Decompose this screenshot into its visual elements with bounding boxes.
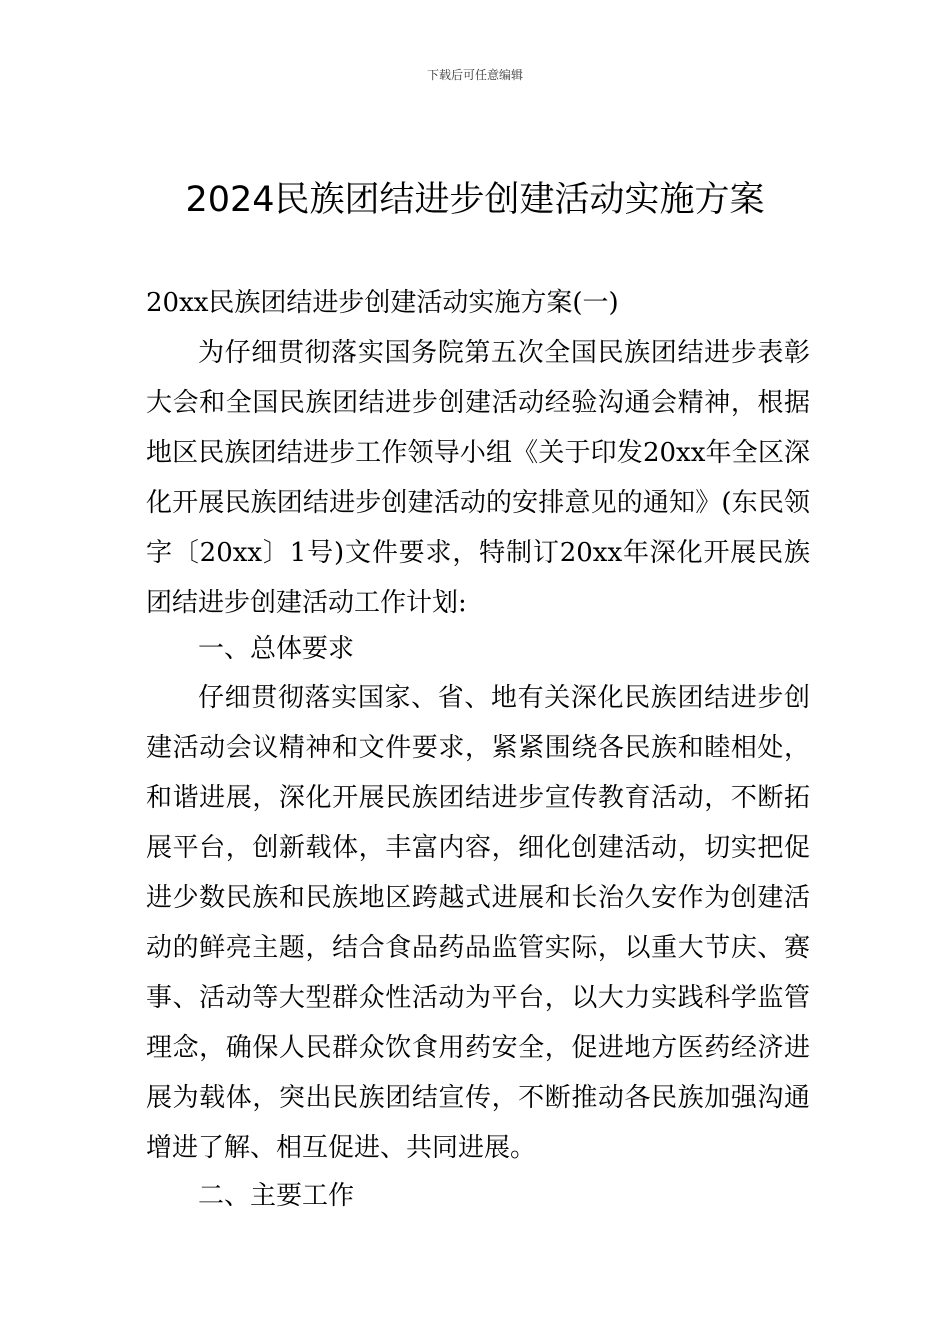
section-heading-general-requirements: 一、总体要求 [198,634,355,664]
header-note: 下载后可任意编辑 [426,68,523,82]
document-title: 2024民族团结进步创建活动实施方案 [185,180,765,220]
section-subtitle: 20xx民族团结进步创建活动实施方案(一) [146,288,619,318]
general-requirements-paragraph: 仔细贯彻落实国家、省、地有关深化民族团结进步创建活动会议精神和文件要求，紧紧围绕各民族和睦相处，和谐进展，深化开展民族团结进步宣传教育活动，不断拓展平台，创新载体，丰富内容，细化创建活动，切实把促进少数民族和民族地区跨越式进展和长治久安作为创建活动的鲜亮主题，结合食品药品监管实际，以重大节庆、赛事、活动等大型群众性活动为平台，以大力实践科学监管理念，确保人民群众饮食用药安全，促进地方医药经济进展为载体，突出民族团结宣传，不断推动各民族加强沟通增进了解、相互促进、共同进展。 [146,683,810,1163]
section-heading-main-work: 二、主要工作 [198,1181,355,1211]
intro-paragraph: 为仔细贯彻落实国务院第五次全国民族团结进步表彰大会和全国民族团结进步创建活动经验沟通会精神，根据地区民族团结进步工作领导小组《关于印发20xx年全区深化开展民族团结进步创建活动的安排意见的通知》(东民领字〔20xx〕1号)文件要求，特制订20xx年深化开展民族团结进步创建活动工作计划: [146,338,810,618]
